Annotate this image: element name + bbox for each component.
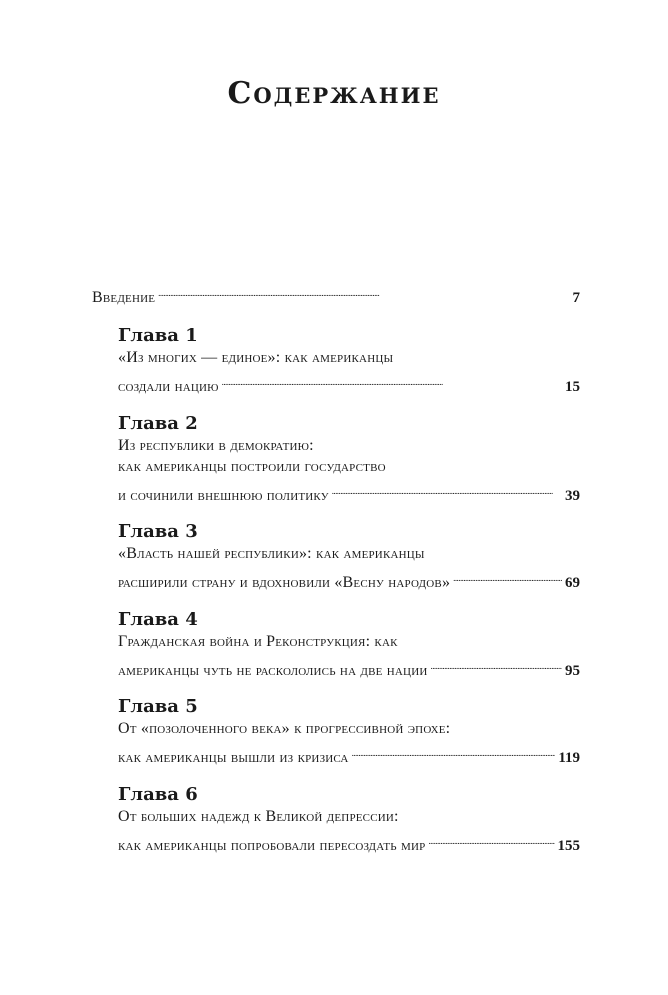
- toc-entry-chapter-5[interactable]: [118, 740, 580, 769]
- chapter-heading-4: Глава 4: [118, 609, 198, 630]
- chapter-title-line: От больших надежд к Великой депрессии:: [118, 808, 399, 825]
- chapter-title-line: От «позолоченного века» к прогрессивной эпохе:: [118, 720, 451, 737]
- toc-entry-label: и сочинили внешнюю политику: [118, 487, 329, 504]
- toc-entry-label: Введение: [92, 289, 156, 306]
- chapter-heading-1: Глава 1: [118, 325, 198, 346]
- chapter-heading-6: Глава 6: [118, 784, 198, 805]
- page-title: Содержание: [227, 76, 441, 111]
- chapter-title-line: Из республики в демократию:: [118, 437, 314, 454]
- toc-entry-chapter-2[interactable]: [118, 478, 580, 507]
- chapter-heading-5: Глава 5: [118, 696, 198, 717]
- toc-page-number: 95: [565, 663, 580, 679]
- chapter-title-line: «Из многих — единое»: как американцы: [118, 349, 394, 366]
- leader-dots: [431, 653, 563, 675]
- toc-entry-label: создали нацию: [118, 378, 219, 395]
- toc-page-number: 7: [572, 290, 580, 306]
- toc-entry-label: как американцы попробовали пересоздать мир: [118, 837, 426, 854]
- toc-entry-chapter-6[interactable]: [118, 828, 580, 857]
- toc-entry-chapter-4[interactable]: [118, 653, 580, 682]
- leader-dots: [158, 280, 569, 302]
- leader-dots: [428, 828, 554, 850]
- toc-entry-label: расширили страну и вдохновили «Весну народов»: [118, 574, 451, 591]
- toc-entry-label: американцы чуть не раскололись на две нации: [118, 662, 428, 679]
- chapter-heading-3: Глава 3: [118, 521, 198, 542]
- leader-dots: [352, 740, 556, 762]
- leader-dots: [222, 369, 562, 391]
- chapter-title-line: Гражданская война и Реконструкция: как: [118, 633, 398, 650]
- leader-dots: [453, 565, 562, 587]
- toc-entry-label: как американцы вышли из кризиса: [118, 749, 349, 766]
- toc-entry-chapter-1[interactable]: [118, 369, 580, 398]
- toc-page-number: 69: [565, 575, 580, 591]
- toc-page-number: 39: [565, 488, 580, 504]
- toc-entry-intro[interactable]: [92, 280, 580, 309]
- toc-page-number: 15: [565, 379, 580, 395]
- chapter-title-line: как американцы построили государство: [118, 458, 386, 475]
- leader-dots: [332, 478, 562, 500]
- toc-page-number: 119: [558, 750, 580, 766]
- toc-page-number: 155: [557, 838, 580, 854]
- toc-entry-chapter-3[interactable]: [118, 565, 580, 594]
- chapter-heading-2: Глава 2: [118, 413, 198, 434]
- chapter-title-line: «Власть нашей республики»: как американцы: [118, 545, 425, 562]
